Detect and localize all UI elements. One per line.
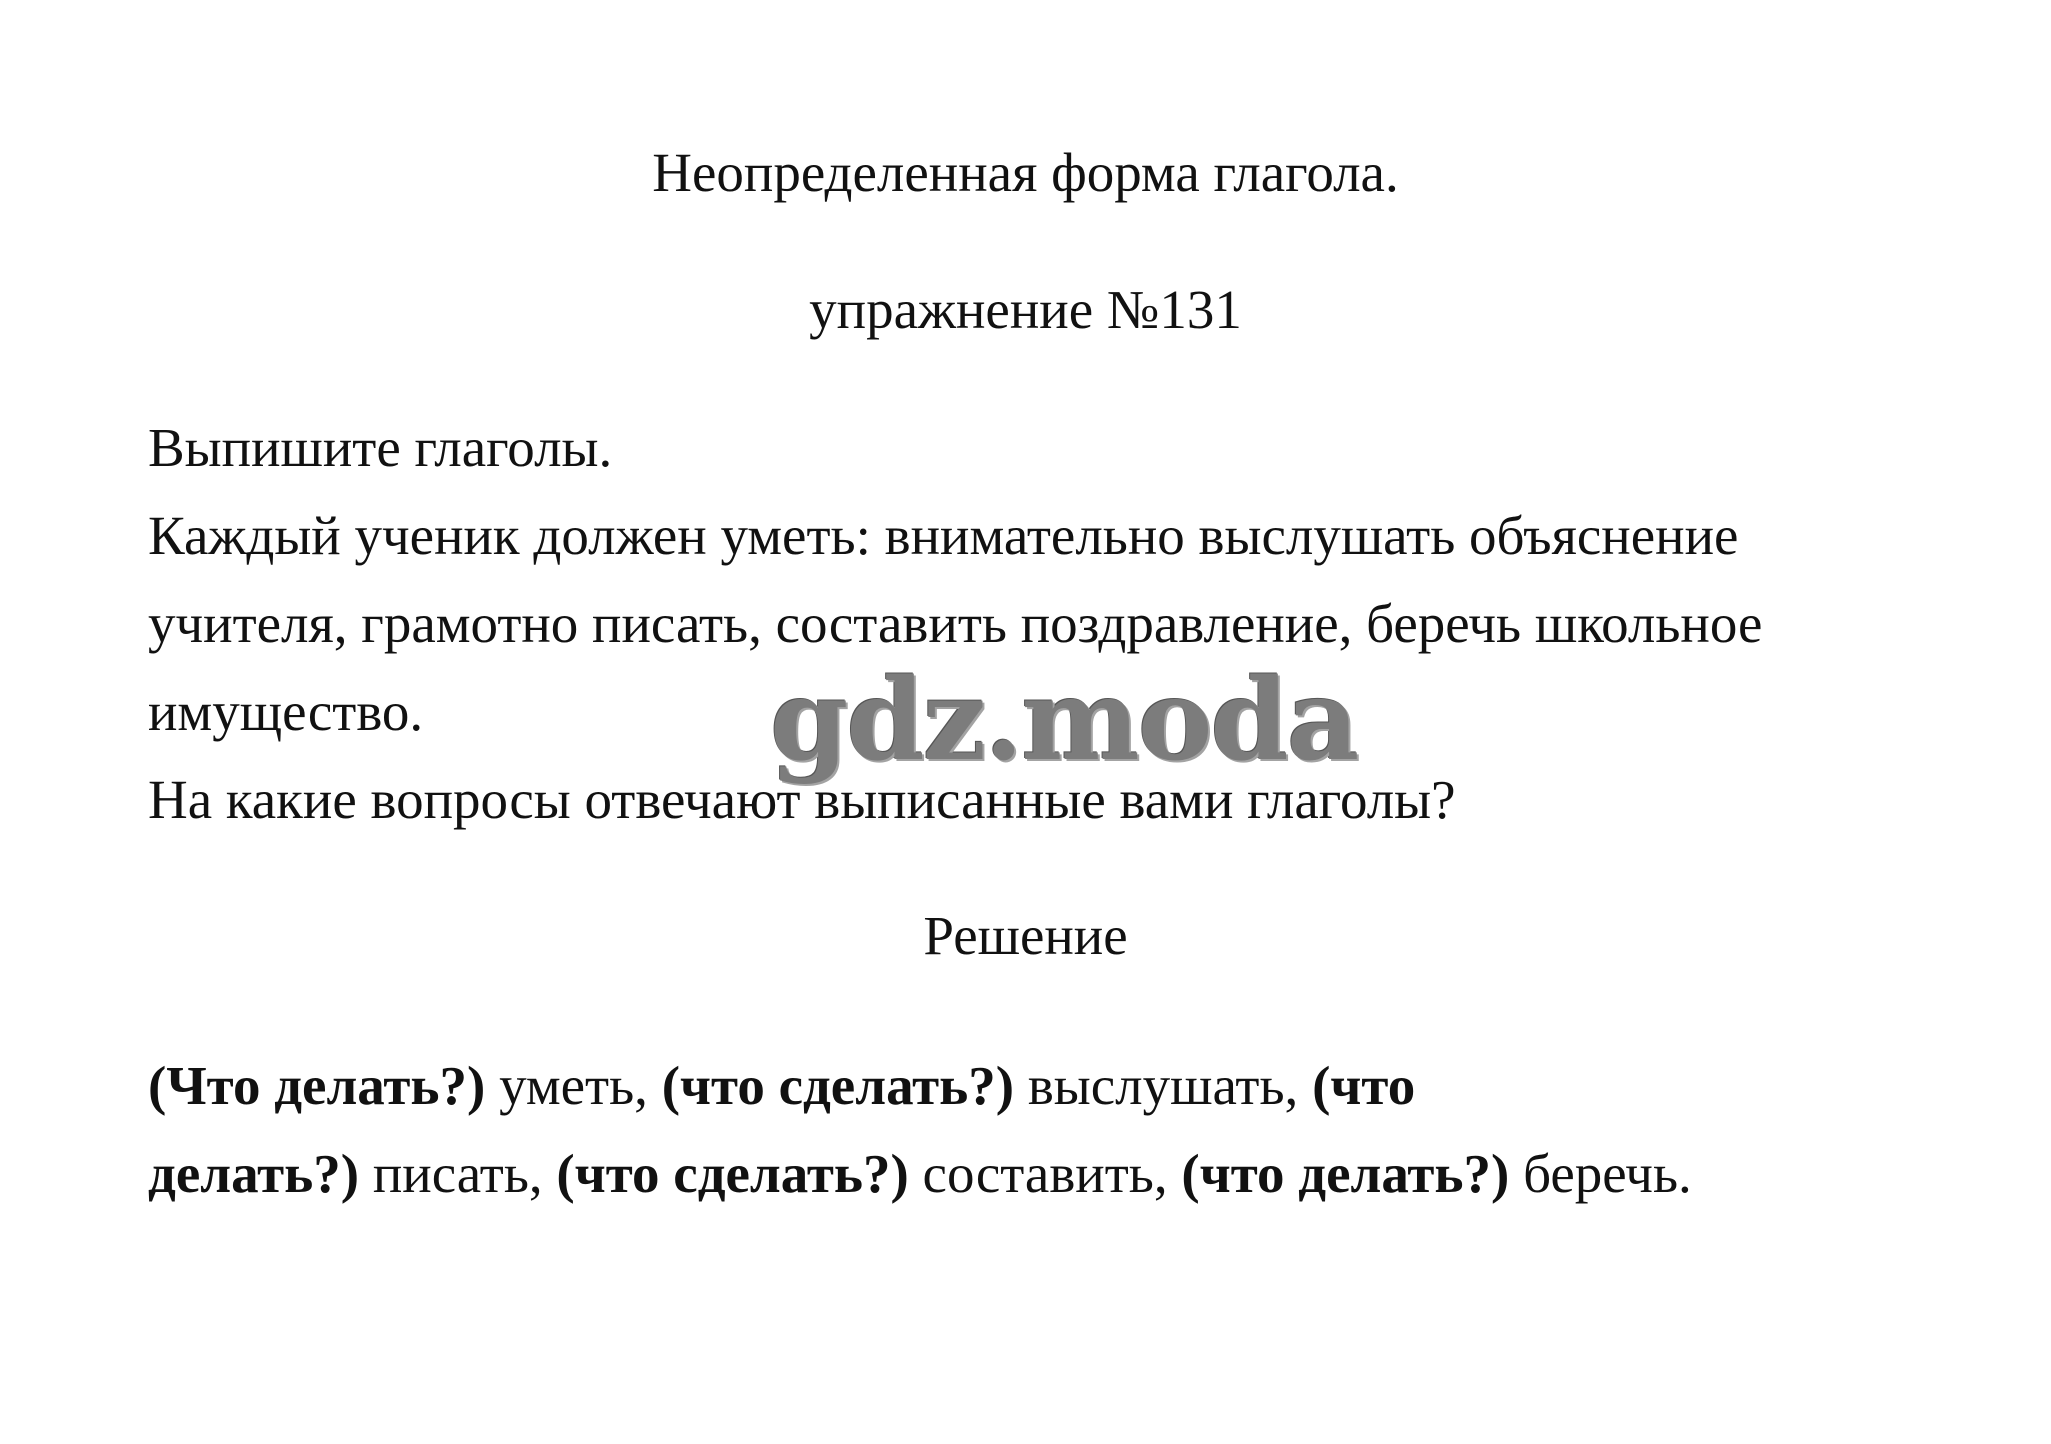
answer-question: (что — [1312, 1055, 1416, 1116]
task-line: имущество. — [148, 681, 424, 742]
solution-answer — [148, 1042, 1938, 1218]
task-instruction: Выпишите глаголы. — [148, 417, 613, 478]
answer-question: (что делать?) — [1181, 1143, 1510, 1204]
answer-verb: писать, — [359, 1143, 557, 1204]
exercise-number: упражнение №131 — [809, 279, 1242, 340]
answer-verb: уметь, — [485, 1055, 662, 1116]
answer-question: (что сделать?) — [556, 1143, 909, 1204]
watermark-logo: gdz.moda — [770, 655, 1358, 786]
task-question: На какие вопросы отвечают выписанные вами глаголы? — [148, 769, 1456, 830]
answer-verb: выслушать, — [1014, 1055, 1313, 1116]
answer-question: (что сделать?) — [661, 1055, 1015, 1116]
page-title: Неопределенная форма глагола. — [652, 142, 1399, 203]
answer-line-1 — [148, 1042, 1938, 1130]
task-line: учителя, грамотно писать, составить поздравление, беречь школьное — [148, 593, 1763, 654]
task-line: Каждый ученик должен уметь: внимательно выслушать объяснение — [148, 505, 1739, 566]
answer-verb: составить, — [908, 1143, 1182, 1204]
answer-question: (Что делать?) — [148, 1055, 486, 1116]
answer-line-2 — [148, 1130, 1938, 1218]
answer-question: делать?) — [148, 1143, 360, 1204]
solution-heading: Решение — [923, 905, 1128, 966]
answer-verb: беречь. — [1509, 1143, 1692, 1204]
